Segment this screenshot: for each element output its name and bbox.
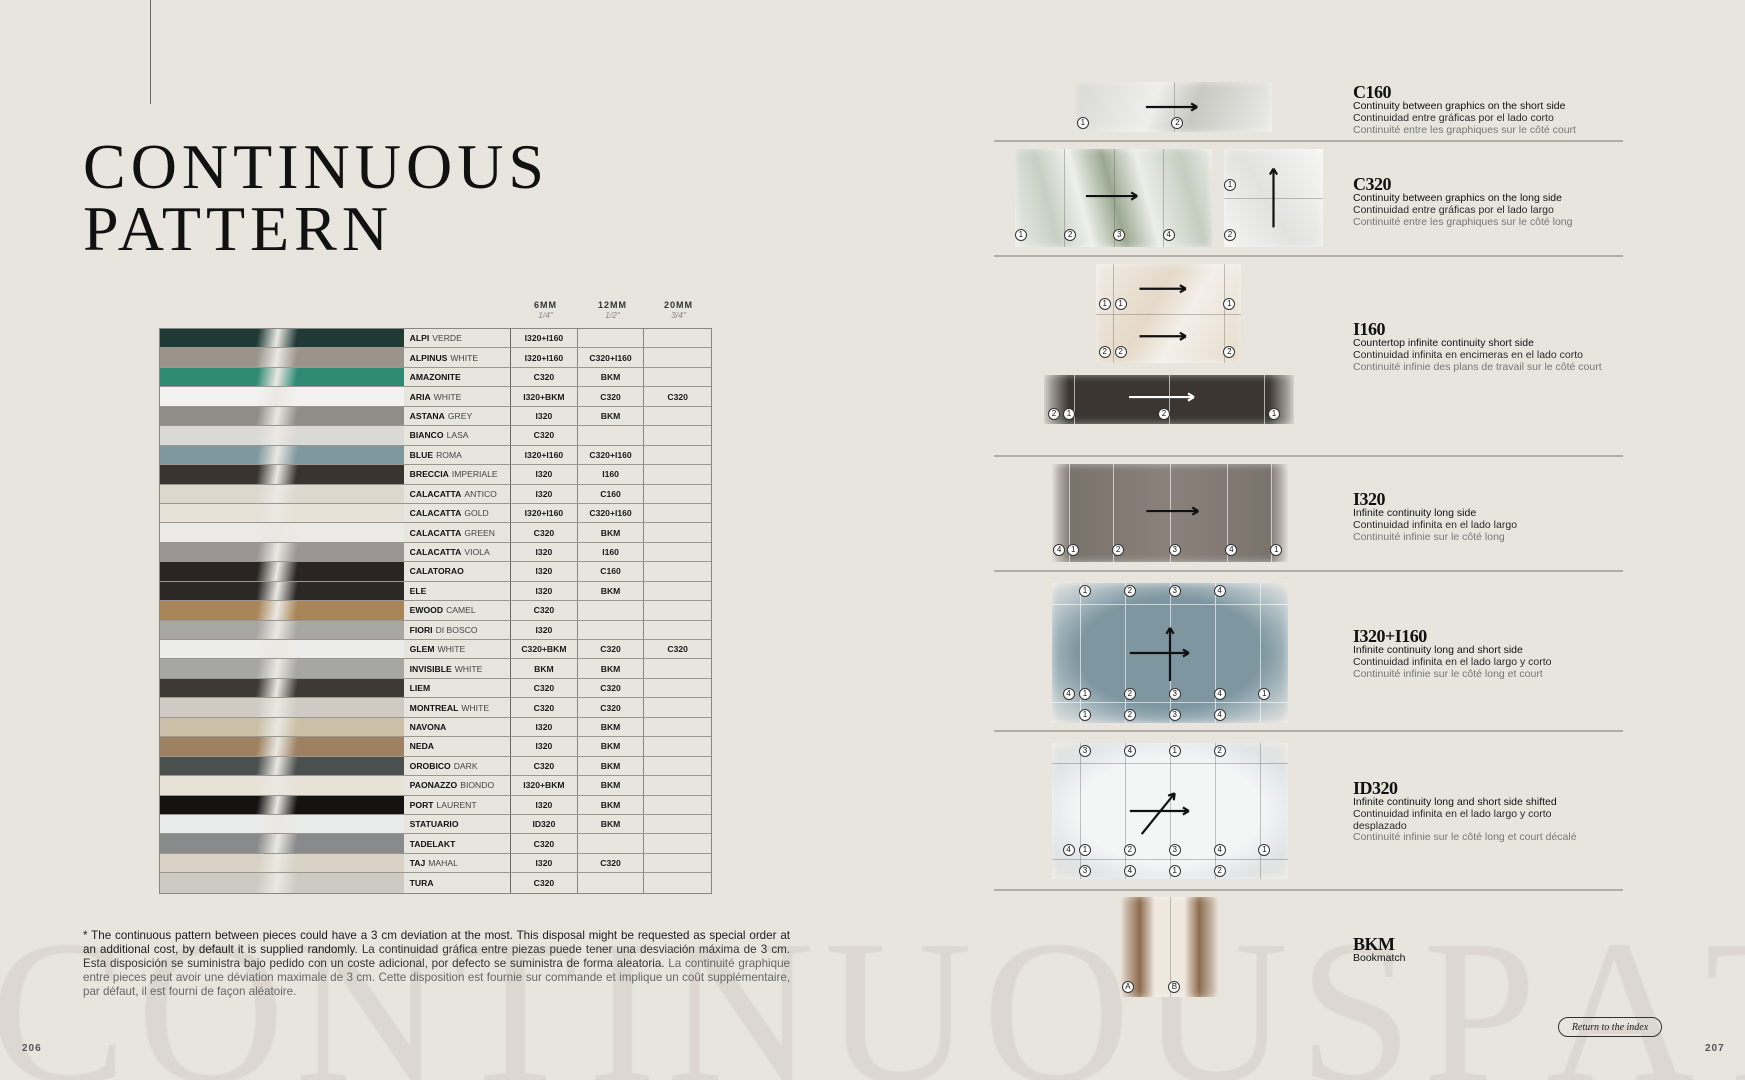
pattern-code: ID320 (1353, 778, 1398, 798)
pattern-cell: C320 (578, 387, 645, 405)
pattern-code: C160 (1353, 82, 1391, 102)
material-swatch (160, 737, 404, 755)
tile-number-badge: 2 (1171, 117, 1183, 129)
material-name: LIEM (404, 679, 511, 697)
tile-number-badge: 1 (1079, 585, 1091, 597)
material-name: OROBICO DARK (404, 757, 511, 775)
material-name: CALACATTA GOLD (404, 504, 511, 522)
table-row (160, 446, 711, 465)
pattern-cell: BKM (578, 368, 645, 386)
tile-number-badge: 2 (1124, 688, 1136, 700)
tile-number-badge: 2 (1064, 229, 1076, 241)
tile-number-badge: 3 (1113, 229, 1125, 241)
pattern-diagram-c320b (1224, 149, 1323, 247)
pattern-code: I160 (1353, 319, 1386, 339)
material-name: AMAZONITE (404, 368, 511, 386)
table-row (160, 601, 711, 620)
pattern-diagram-i160b (1044, 375, 1294, 424)
decorative-divider (150, 0, 151, 104)
table-row (160, 387, 711, 406)
material-name: PAONAZZO BIONDO (404, 776, 511, 794)
table-row (160, 582, 711, 601)
pattern-cell (644, 679, 711, 697)
material-swatch (160, 854, 404, 872)
tile-number-badge: 2 (1214, 865, 1226, 877)
pattern-cell: BKM (578, 659, 645, 677)
tile-number-badge: 3 (1169, 709, 1181, 721)
tile-number-badge: 1 (1079, 844, 1091, 856)
material-swatch (160, 387, 404, 405)
pattern-cell: I320 (511, 737, 578, 755)
material-swatch (160, 465, 404, 483)
pattern-cell (644, 523, 711, 541)
pattern-code: BKM (1353, 934, 1395, 954)
tile-number-badge: 1 (1067, 544, 1079, 556)
tile-number-badge: 3 (1169, 844, 1181, 856)
material-name: BRECCIA IMPERIALE (404, 465, 511, 483)
material-name: BLUE ROMA (404, 446, 511, 464)
pattern-description: I160 Countertop infinite continuity short side Continuidad infinita en encimeras en el lado corto Continuité infinie des plans de travail sur le côté court (1353, 320, 1613, 373)
material-name: GLEM WHITE (404, 640, 511, 658)
material-swatch (160, 523, 404, 541)
material-name: INVISIBLE WHITE (404, 659, 511, 677)
return-to-index-button[interactable]: Return to the index (1558, 1017, 1662, 1037)
material-swatch (160, 815, 404, 833)
material-name: NEDA (404, 737, 511, 755)
column-header-12mm: 12MM 1/2" (597, 300, 627, 320)
pattern-cell: I320+I160 (511, 446, 578, 464)
table-row (160, 465, 711, 484)
material-name: ALPINUS WHITE (404, 348, 511, 366)
pattern-cell: I320+I160 (511, 504, 578, 522)
pattern-cell: I160 (578, 543, 645, 561)
material-name: TADELAKT (404, 834, 511, 852)
tile-number-badge: 3 (1079, 745, 1091, 757)
pattern-cell (578, 621, 645, 639)
pattern-cell: C320 (511, 873, 578, 892)
arrow-icon (1142, 793, 1175, 834)
material-name: PORT LAURENT (404, 796, 511, 814)
material-swatch (160, 659, 404, 677)
tile-number-badge: 1 (1079, 688, 1091, 700)
pattern-cell: C320 (667, 391, 688, 402)
tile-number-badge: 1 (1223, 298, 1235, 310)
table-row (160, 543, 711, 562)
material-name: EWOOD CAMEL (404, 601, 511, 619)
pattern-cell (644, 776, 711, 794)
tile-number-badge: 4 (1063, 688, 1075, 700)
pattern-cell: C160 (578, 562, 645, 580)
page-title: CONTINUOUS PATTERN (83, 131, 549, 264)
pattern-cell: I160 (578, 465, 645, 483)
pattern-cell: I320 (511, 796, 578, 814)
material-swatch (160, 329, 404, 347)
pattern-cell: C320 (578, 640, 645, 658)
table-row (160, 523, 711, 542)
pattern-cell: C320+I160 (578, 446, 645, 464)
table-row (160, 407, 711, 426)
material-name: CALACATTA ANTICO (404, 485, 511, 503)
pattern-cell: C320 (511, 679, 578, 697)
pattern-cell: C320 (578, 854, 645, 872)
material-name: CALACATTA GREEN (404, 523, 511, 541)
material-swatch (160, 757, 404, 775)
material-name: ARIA WHITE (404, 387, 511, 405)
tile-number-badge: 3 (1079, 865, 1091, 877)
table-row (160, 329, 711, 348)
pattern-cell (578, 873, 645, 892)
material-swatch (160, 504, 404, 522)
pattern-cell (644, 796, 711, 814)
material-swatch (160, 426, 404, 444)
table-row (160, 679, 711, 698)
pattern-cell: C320+BKM (511, 640, 578, 658)
pattern-cell (578, 426, 645, 444)
tile-number-badge: 2 (1048, 408, 1060, 420)
column-header-6mm: 6MM 1/4" (534, 300, 557, 320)
tile-number-badge: 4 (1163, 229, 1175, 241)
pattern-cell (578, 834, 645, 852)
pattern-cell: C320 (511, 834, 578, 852)
material-name: CALACATTA VIOLA (404, 543, 511, 561)
divider (994, 255, 1623, 257)
table-row (160, 659, 711, 678)
material-swatch (160, 348, 404, 366)
tile-number-badge: 1 (1224, 179, 1236, 191)
pattern-cell (644, 485, 711, 503)
page-number-right: 207 (1705, 1043, 1725, 1054)
pattern-diagram-i320 (1052, 464, 1288, 562)
pattern-cell: BKM (578, 523, 645, 541)
footnote: * The continuous pattern between pieces could have a 3 cm deviation at the most. This disposal might be requested as special order at an additional cost, by default it is supplied randomly. La continuidad gráfica entre piezas puede tener una desviación máxima de 3 cm. Esta disposición se suministra bajo pedido con un coste adicional, por defecto se suministra de forma aleatoria. La continuité graphique entre pieces peut avoir une déviation maximale de 3 cm. Cette disposition est fournie sur commande et implique un coût supplémentaire, par défaut, il est fourni de façon aléatoire. (83, 929, 790, 998)
table-row (160, 504, 711, 523)
tile-number-badge: A (1122, 981, 1134, 993)
pattern-cell: I320+I160 (511, 348, 578, 366)
table-row (160, 485, 711, 504)
material-swatch (160, 446, 404, 464)
pattern-cell (644, 426, 711, 444)
tile-number-badge: 1 (1015, 229, 1027, 241)
pattern-cell (644, 368, 711, 386)
pattern-description: I320+I160 Infinite continuity long and short side Continuidad infinita en el lado largo y corto Continuité infinie sur le côté long et court (1353, 627, 1613, 680)
pattern-description: C320 Continuity between graphics on the long side Continuidad entre gráficas por el lado largo Continuité entre les graphiques sur le côté long (1353, 175, 1613, 228)
table-row (160, 348, 711, 367)
pattern-cell: I320 (511, 407, 578, 425)
tile-number-badge: 4 (1225, 544, 1237, 556)
tile-number-badge: 2 (1124, 844, 1136, 856)
table-row (160, 854, 711, 873)
pattern-cell: BKM (578, 796, 645, 814)
material-swatch (160, 485, 404, 503)
material-name: MONTREAL WHITE (404, 698, 511, 716)
material-swatch (160, 776, 404, 794)
pattern-cell (644, 348, 711, 366)
pattern-cell (644, 407, 711, 425)
material-swatch (160, 873, 404, 892)
tile-number-badge: 1 (1169, 745, 1181, 757)
pattern-cell (644, 873, 711, 892)
pattern-code: C320 (1353, 174, 1391, 194)
table-row (160, 737, 711, 756)
material-name: TAJ MAHAL (404, 854, 511, 872)
pattern-cell: C320 (667, 644, 688, 655)
pattern-cell: C320 (511, 523, 578, 541)
pattern-cell (644, 504, 711, 522)
tile-number-badge: 4 (1124, 865, 1136, 877)
pattern-description: ID320 Infinite continuity long and short side shifted Continuidad infinita en el lado largo y corto desplazado Continuité infinie sur le côté long et court décalé (1353, 778, 1577, 844)
table-row (160, 640, 711, 659)
material-swatch (160, 640, 404, 658)
pattern-cell: C320 (511, 698, 578, 716)
tile-number-badge: 2 (1223, 346, 1235, 358)
pattern-cell: I320+I160 (511, 329, 578, 347)
pattern-cell (644, 757, 711, 775)
pattern-cell: BKM (578, 718, 645, 736)
tile-number-badge: 2 (1224, 229, 1236, 241)
tile-number-badge: 1 (1258, 688, 1270, 700)
pattern-description: C160 Continuity between graphics on the short side Continuidad entre gráficas por el lado corto Continuité entre les graphiques sur le côté court (1353, 83, 1613, 136)
pattern-table (159, 328, 712, 894)
table-row (160, 796, 711, 815)
material-name: STATUARIO (404, 815, 511, 833)
pattern-cell (644, 659, 711, 677)
pattern-cell: I320 (511, 562, 578, 580)
divider (994, 455, 1623, 457)
pattern-cell: ID320 (511, 815, 578, 833)
tile-number-badge: 3 (1169, 585, 1181, 597)
pattern-cell (644, 543, 711, 561)
table-row (160, 426, 711, 445)
tile-number-badge: 4 (1124, 745, 1136, 757)
divider (994, 889, 1623, 891)
tile-number-badge: 1 (1079, 709, 1091, 721)
tile-number-badge: 1 (1270, 544, 1282, 556)
pattern-cell (644, 698, 711, 716)
tile-number-badge: 1 (1099, 298, 1111, 310)
table-row (160, 776, 711, 795)
pattern-cell: C320 (511, 601, 578, 619)
pattern-diagram-c320a (1015, 149, 1212, 247)
table-row (160, 621, 711, 640)
table-row (160, 698, 711, 717)
pattern-cell (644, 601, 711, 619)
tile-number-badge: 2 (1124, 709, 1136, 721)
material-swatch (160, 698, 404, 716)
pattern-cell: C320 (511, 426, 578, 444)
tile-number-badge: 4 (1214, 844, 1226, 856)
tile-number-badge: 4 (1214, 688, 1226, 700)
pattern-cell (644, 718, 711, 736)
material-name: ASTANA GREY (404, 407, 511, 425)
tile-number-badge: 2 (1214, 745, 1226, 757)
table-row (160, 562, 711, 581)
material-swatch (160, 718, 404, 736)
tile-number-badge: 1 (1169, 865, 1181, 877)
material-swatch (160, 582, 404, 600)
pattern-cell: I320 (511, 621, 578, 639)
tile-number-badge: 3 (1169, 544, 1181, 556)
table-row (160, 368, 711, 387)
pattern-cell (644, 737, 711, 755)
pattern-cell (644, 854, 711, 872)
material-swatch (160, 601, 404, 619)
material-swatch (160, 621, 404, 639)
pattern-diagram-bkm (1120, 897, 1219, 997)
pattern-cell (578, 601, 645, 619)
material-swatch (160, 562, 404, 580)
pattern-cell: I320 (511, 854, 578, 872)
column-header-20mm: 20MM 3/4" (663, 300, 693, 320)
pattern-cell: I320 (511, 465, 578, 483)
pattern-cell (644, 562, 711, 580)
pattern-cell (644, 834, 711, 852)
material-name: ALPI VERDE (404, 329, 511, 347)
pattern-cell: C320+I160 (578, 504, 645, 522)
material-name: NAVONA (404, 718, 511, 736)
pattern-cell: I320 (511, 485, 578, 503)
tile-number-badge: 4 (1063, 844, 1075, 856)
table-row (160, 757, 711, 776)
tile-number-badge: 1 (1077, 117, 1089, 129)
pattern-diagram-c160 (1075, 82, 1272, 132)
pattern-cell (578, 329, 645, 347)
pattern-cell: C320 (511, 368, 578, 386)
pattern-cell: C160 (578, 485, 645, 503)
pattern-cell: BKM (578, 757, 645, 775)
pattern-cell (644, 815, 711, 833)
pattern-cell: BKM (578, 776, 645, 794)
material-swatch (160, 543, 404, 561)
pattern-cell: BKM (511, 659, 578, 677)
table-row (160, 873, 711, 892)
pattern-cell: C320 (578, 698, 645, 716)
pattern-code: I320+I160 (1353, 626, 1427, 646)
pattern-cell: BKM (578, 737, 645, 755)
pattern-cell: I320+BKM (511, 776, 578, 794)
divider (994, 140, 1623, 142)
pattern-description: BKM Bookmatch (1353, 935, 1613, 965)
pattern-cell (644, 465, 711, 483)
tile-number-badge: 1 (1115, 298, 1127, 310)
pattern-cell (644, 621, 711, 639)
tile-number-badge: 2 (1158, 408, 1170, 420)
pattern-cell: BKM (578, 815, 645, 833)
table-row (160, 718, 711, 737)
material-swatch (160, 679, 404, 697)
divider (994, 730, 1623, 732)
pattern-cell: I320 (511, 718, 578, 736)
table-row (160, 834, 711, 853)
tile-number-badge: B (1168, 981, 1180, 993)
tile-number-badge: 2 (1115, 346, 1127, 358)
pattern-diagram-id320 (1052, 743, 1288, 879)
pattern-cell: C320+I160 (578, 348, 645, 366)
material-name: FIORI DI BOSCO (404, 621, 511, 639)
table-row (160, 815, 711, 834)
tile-number-badge: 2 (1112, 544, 1124, 556)
material-swatch (160, 407, 404, 425)
material-swatch (160, 834, 404, 852)
tile-number-badge: 4 (1214, 585, 1226, 597)
tile-number-badge: 4 (1214, 709, 1226, 721)
pattern-cell: C320 (578, 679, 645, 697)
tile-number-badge: 3 (1169, 688, 1181, 700)
material-name: ELE (404, 582, 511, 600)
pattern-code: I320 (1353, 489, 1386, 509)
page-number-left: 206 (22, 1043, 42, 1054)
material-name: BIANCO LASA (404, 426, 511, 444)
pattern-cell: I320 (511, 543, 578, 561)
material-swatch (160, 368, 404, 386)
pattern-cell (644, 582, 711, 600)
material-swatch (160, 796, 404, 814)
pattern-cell: BKM (578, 407, 645, 425)
pattern-diagram-i160a (1096, 264, 1241, 363)
pattern-cell: C320 (511, 757, 578, 775)
pattern-cell: BKM (578, 582, 645, 600)
pattern-cell: I320+BKM (511, 387, 578, 405)
material-name: CALATORAO (404, 562, 511, 580)
pattern-cell (644, 446, 711, 464)
tile-number-badge: 2 (1124, 585, 1136, 597)
divider (994, 570, 1623, 572)
tile-number-badge: 1 (1258, 844, 1270, 856)
pattern-diagram-i320i160 (1052, 583, 1288, 723)
pattern-description: I320 Infinite continuity long side Continuidad infinita en el lado largo Continuité infinie sur le côté long (1353, 490, 1613, 543)
tile-number-badge: 1 (1063, 408, 1075, 420)
pattern-cell: I320 (511, 582, 578, 600)
pattern-cell (644, 329, 711, 347)
tile-number-badge: 4 (1053, 544, 1065, 556)
tile-number-badge: 2 (1099, 346, 1111, 358)
tile-number-badge: 1 (1268, 408, 1280, 420)
material-name: TURA (404, 873, 511, 892)
